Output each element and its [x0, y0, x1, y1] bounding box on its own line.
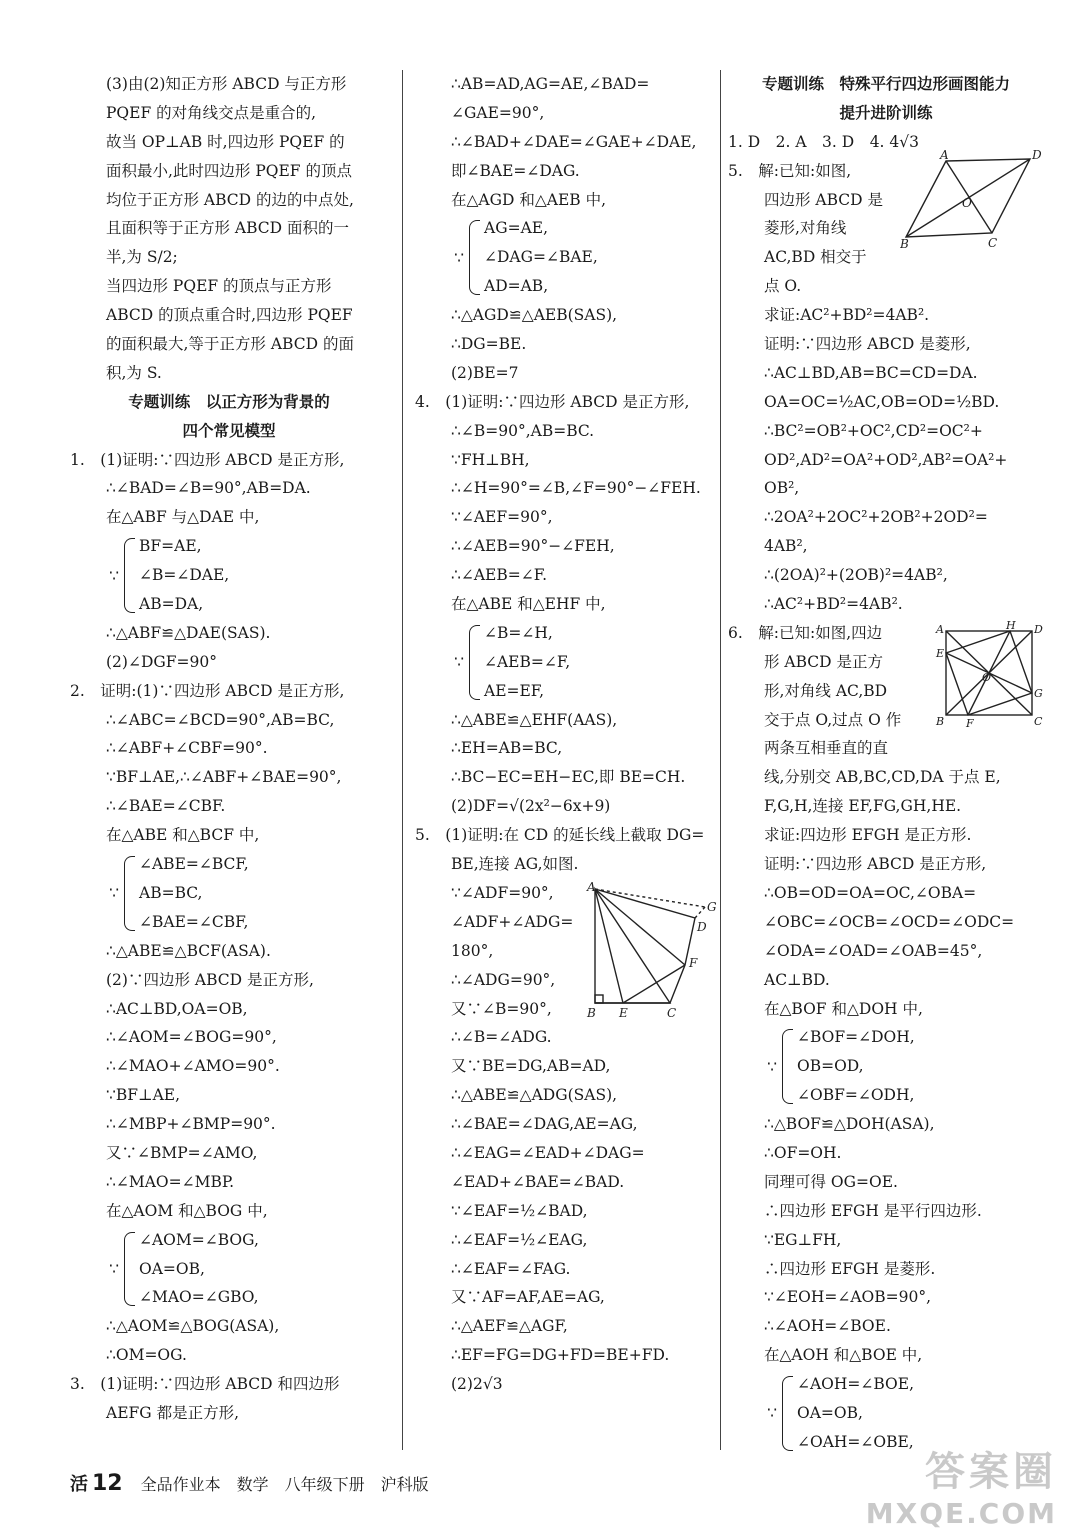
text-line: ∴∠EAF=∠FAG.: [451, 1259, 571, 1278]
brace-system: [70, 850, 388, 937]
text-line: 3. (1)证明:∵四边形 ABCD 和四边形: [70, 1375, 340, 1394]
text-line: ∠ODA=∠OAD=∠OAB=45°,: [764, 941, 983, 960]
watermark: [866, 1440, 1057, 1530]
text-line: ∴△BOF≌△DOH(ASA),: [764, 1115, 935, 1134]
svg-text:D: D: [1032, 148, 1042, 162]
text-line: 又∵∠BMP=∠AMO,: [106, 1143, 258, 1162]
text-line: 在△ABF 与△DAE 中,: [106, 508, 260, 527]
left-brace: [124, 538, 135, 613]
text-line: ∴EF=FG=DG+FD=BE+FD.: [451, 1346, 670, 1365]
svg-text:C: C: [988, 235, 998, 249]
text-line: 5. (1)证明:在 CD 的延长线上截取 DG=: [415, 826, 705, 845]
text-line: ∴OF=OH.: [764, 1143, 842, 1162]
brace-system: [70, 1226, 388, 1313]
text-line: ABCD 的顶点重合时,四边形 PQEF: [106, 306, 353, 325]
text-line: 菱形,对角线: [764, 219, 847, 238]
text-line: ∠AOM=∠BOG,: [139, 1230, 259, 1249]
left-brace: [469, 625, 480, 700]
text-line: ∴OB=OD=OA=OC,∠OBA=: [764, 883, 977, 902]
text-line: ∴AC⊥BD,OA=OB,: [106, 999, 248, 1018]
text-line: 形 ABCD 是正方: [764, 652, 884, 671]
text-line: 求证:四边形 EFGH 是正方形.: [764, 826, 972, 845]
text-line: ∴OM=OG.: [106, 1346, 187, 1365]
text-line: ∴∠EAG=∠EAD+∠DAG=: [451, 1143, 645, 1162]
text-line: 半,为 S/2;: [106, 248, 178, 267]
text-line: ∴∠BAD=∠B=90°,AB=DA.: [106, 479, 311, 498]
section-heading: 提升进阶训练: [839, 103, 933, 122]
text-line: BE,连接 AG,如图.: [451, 855, 579, 874]
text-line: ∠BAE=∠CBF,: [139, 912, 249, 931]
text-line: 即∠BAE=∠DAG.: [451, 161, 580, 180]
text-line: 在△AOH 和△BOE 中,: [764, 1346, 923, 1365]
text-line: (2)BE=7: [451, 363, 519, 382]
text-line: ∠ADF+∠ADG=: [451, 912, 574, 931]
page-footer: [70, 1470, 445, 1496]
because-symbol: ∵: [454, 653, 464, 672]
text-line: 均位于正方形 ABCD 的边的中点处,: [106, 190, 354, 209]
svg-text:B: B: [587, 1005, 596, 1019]
edition: 沪科版: [380, 1475, 429, 1494]
text-line: PQEF 的对角线交点是重合的,: [106, 103, 317, 122]
text-line: OA=OB,: [797, 1403, 863, 1422]
text-line: ∠AEB=∠F,: [484, 652, 571, 671]
column-divider: [720, 70, 721, 1450]
text-line: 1. D 2. A 3. D 4. 4√3: [728, 132, 920, 151]
section-heading: 专题训练 以正方形为背景的: [128, 392, 330, 411]
text-line: ∴∠H=90°=∠B,∠F=90°−∠FEH.: [451, 479, 701, 498]
text-line: ∵∠ADF=90°,: [451, 883, 554, 902]
text-line: ∴∠ABC=∠BCD=90°,AB=BC,: [106, 710, 335, 729]
svg-text:C: C: [667, 1005, 677, 1019]
text-line: (2)∵四边形 ABCD 是正方形,: [106, 970, 314, 989]
col1-paragraph: [70, 70, 388, 388]
left-brace: [124, 856, 135, 931]
text-line: ∠MAO=∠GBO,: [139, 1288, 259, 1307]
text-line: OA=OB,: [139, 1259, 205, 1278]
brace-system: [415, 619, 715, 706]
grade: 八年级下册: [284, 1475, 365, 1494]
svg-text:E: E: [936, 646, 945, 660]
text-line: AEFG 都是正方形,: [106, 1403, 239, 1422]
page-number: 12: [92, 1471, 123, 1496]
svg-text:O: O: [962, 195, 972, 210]
because-symbol: ∵: [767, 1404, 777, 1423]
text-line: 在△ABE 和△BCF 中,: [106, 826, 260, 845]
svg-text:O: O: [982, 670, 992, 684]
text-line: ∵BF⊥AE,∴∠ABF+∠BAE=90°,: [106, 768, 342, 787]
because-symbol: ∵: [109, 566, 119, 585]
svg-text:G: G: [1034, 686, 1043, 700]
svg-text:A: A: [940, 148, 949, 162]
text-line: AC⊥BD.: [764, 970, 830, 989]
text-line: 同理可得 OG=OE.: [764, 1172, 898, 1191]
text-line: AB=DA,: [139, 595, 204, 614]
text-line: 在△AGD 和△AEB 中,: [451, 190, 607, 209]
text-line: ∠EAD+∠BAE=∠BAD.: [451, 1172, 625, 1191]
text-line: ∴四边形 EFGH 是菱形.: [764, 1259, 936, 1278]
text-line: 6. 解:已知:如图,四边: [728, 623, 883, 642]
text-line: ∴(2OA)²+(2OB)²=4AB²,: [764, 566, 948, 585]
svg-text:B: B: [900, 236, 909, 249]
text-line: ∴∠MAO+∠AMO=90°.: [106, 1057, 280, 1076]
text-line: ∠BOF=∠DOH,: [797, 1028, 915, 1047]
text-line: ∴∠AOM=∠BOG=90°,: [106, 1028, 277, 1047]
because-symbol: ∵: [109, 1259, 119, 1278]
text-line: 又∵AF=AF,AE=AG,: [451, 1288, 605, 1307]
text-line: ∠B=∠DAE,: [139, 566, 230, 585]
text-line: OB=OD,: [797, 1057, 864, 1076]
text-line: ∴∠MAO=∠MBP.: [106, 1172, 235, 1191]
text-line: 的面积最大,等于正方形 ABCD 的面: [106, 335, 354, 354]
text-line: AE=EF,: [484, 681, 545, 700]
text-line: AD=AB,: [484, 277, 549, 296]
text-line: 点 O.: [764, 277, 802, 296]
text-line: ∴∠MBP+∠BMP=90°.: [106, 1115, 276, 1134]
text-line: ∵EG⊥FH,: [764, 1230, 842, 1249]
text-line: OB²,: [764, 479, 800, 498]
brace-system: [728, 1023, 1044, 1110]
text-line: 4AB²,: [764, 537, 808, 556]
text-line: ∵FH⊥BH,: [451, 450, 530, 469]
column-divider: [402, 70, 403, 1450]
left-brace: [782, 1029, 793, 1104]
text-line: BF=AE,: [139, 537, 202, 556]
text-line: 5. 解:已知:如图,: [728, 161, 852, 180]
because-symbol: ∵: [109, 884, 119, 903]
text-line: 4. (1)证明:∵四边形 ABCD 是正方形,: [415, 392, 690, 411]
svg-text:E: E: [619, 1005, 628, 1019]
text-line: 形,对角线 AC,BD: [764, 681, 888, 700]
svg-text:G: G: [707, 899, 717, 914]
text-line: 又∵BE=DG,AB=AD,: [451, 1057, 611, 1076]
svg-text:A: A: [936, 622, 944, 636]
text-line: ∴△AGD≌△AEB(SAS),: [451, 306, 618, 325]
text-line: (2)2√3: [451, 1375, 503, 1394]
section-heading: 四个常见模型: [182, 421, 276, 440]
text-line: 在△AOM 和△BOG 中,: [106, 1201, 268, 1220]
text-line: ∠ABE=∠BCF,: [139, 855, 249, 874]
text-line: ∴∠BAE=∠DAG,AE=AG,: [451, 1115, 638, 1134]
text-line: 当四边形 PQEF 的顶点与正方形: [106, 277, 332, 296]
text-line: 四边形 ABCD 是: [764, 190, 884, 209]
text-line: ∴2OA²+2OC²+2OB²+2OD²=: [764, 508, 988, 527]
text-line: ∴∠B=90°,AB=BC.: [451, 421, 595, 440]
svg-text:F: F: [966, 716, 974, 729]
watermark-line: MXQE.COM: [865, 1497, 1057, 1530]
text-line: 求证:AC²+BD²=4AB².: [764, 306, 930, 325]
text-line: AG=AE,: [484, 219, 548, 238]
text-line: 证明:∵四边形 ABCD 是正方形,: [764, 855, 987, 874]
text-line: ∠AOH=∠BOE,: [797, 1375, 915, 1394]
left-brace: [782, 1376, 793, 1451]
text-line: ∴EH=AB=BC,: [451, 739, 563, 758]
svg-text:A: A: [587, 879, 596, 894]
text-line: ∴△ABF≌△DAE(SAS).: [106, 623, 271, 642]
text-line: ∴DG=BE.: [451, 335, 527, 354]
text-line: ∴∠AOH=∠BOE.: [764, 1317, 891, 1336]
text-line: 且面积等于正方形 ABCD 面积的一: [106, 219, 350, 238]
text-line: ∠B=∠H,: [484, 623, 553, 642]
text-line: F,G,H,连接 EF,FG,GH,HE.: [764, 797, 962, 816]
left-brace: [124, 1232, 135, 1307]
square-figure-5: [583, 879, 723, 1019]
text-line: ∴BC²=OB²+OC²,CD²=OC²+: [764, 421, 983, 440]
because-symbol: ∵: [767, 1057, 777, 1076]
text-line: 在△BOF 和△DOH 中,: [764, 999, 923, 1018]
text-line: 面积最小,此时四边形 PQEF 的顶点: [106, 161, 352, 180]
text-line: ∴∠AEB=∠F.: [451, 566, 547, 585]
text-line: ∴AB=AD,AG=AE,∠BAD=: [451, 75, 650, 93]
text-line: ∵∠EOH=∠AOB=90°,: [764, 1288, 932, 1307]
text-line: ∴△AOM≌△BOG(ASA),: [106, 1317, 280, 1336]
text-line: ∴∠EAF=½∠EAG,: [451, 1230, 588, 1249]
subject: 数学: [236, 1475, 269, 1494]
text-line: ∠DAG=∠BAE,: [484, 248, 598, 267]
text-line: ∴BC−EC=EH−EC,即 BE=CH.: [451, 768, 686, 787]
text-line: ∴∠B=∠ADG.: [451, 1028, 552, 1047]
text-line: ∴△ABE≌△ADG(SAS),: [451, 1086, 618, 1105]
text-line: OD²,AD²=OA²+OD²,AB²=OA²+: [764, 450, 1008, 469]
text-line: ∵BF⊥AE,: [106, 1086, 181, 1105]
text-line: ∠OAH=∠OBE,: [797, 1432, 914, 1451]
text-line: ∴∠ADG=90°,: [451, 970, 556, 989]
text-line: ∴四边形 EFGH 是平行四边形.: [764, 1201, 982, 1220]
text-line: ∴AC⊥BD,AB=BC=CD=DA.: [764, 363, 978, 382]
text-line: ∵∠EAF=½∠BAD,: [451, 1201, 588, 1220]
brace-system: [415, 214, 715, 301]
rhombus-figure: [900, 149, 1045, 249]
brace-system: [70, 532, 388, 619]
svg-text:F: F: [689, 955, 698, 970]
text-line: 线,分别交 AB,BC,CD,DA 于点 E,: [764, 768, 1001, 787]
text-line: AC,BD 相交于: [764, 248, 867, 267]
text-line: ∴AC²+BD²=4AB².: [764, 595, 903, 614]
text-line: 证明:∵四边形 ABCD 是菱形,: [764, 335, 971, 354]
text-line: 180°,: [451, 941, 494, 960]
watermark-line: 答案圈: [925, 1449, 1057, 1495]
book-title: 全品作业本: [140, 1475, 221, 1494]
text-line: 交于点 O,过点 O 作: [764, 710, 902, 729]
square-figure-6: [934, 621, 1046, 729]
text-line: 2. 证明:(1)∵四边形 ABCD 是正方形,: [70, 681, 345, 700]
text-line: 两条互相垂直的直: [764, 739, 889, 758]
svg-text:B: B: [936, 714, 945, 728]
text-line: 在△ABE 和△EHF 中,: [451, 595, 606, 614]
because-symbol: ∵: [454, 248, 464, 267]
text-line: ∴∠AEB=90°−∠FEH,: [451, 537, 615, 556]
text-line: ∴∠BAD+∠DAE=∠GAE+∠DAE,: [451, 132, 697, 151]
svg-text:C: C: [1034, 714, 1043, 728]
text-line: (2)DF=√(2x²−6x+9): [451, 797, 611, 816]
footer-label: 活: [70, 1474, 88, 1495]
text-line: 1. (1)证明:∵四边形 ABCD 是正方形,: [70, 450, 345, 469]
text-line: ∴△ABE≌△BCF(ASA).: [106, 941, 271, 960]
text-line: (3)由(2)知正方形 ABCD 与正方形: [106, 75, 347, 93]
column-2: [415, 70, 715, 1399]
text-line: ∴△ABE≌△EHF(AAS),: [451, 710, 618, 729]
column-3: [728, 70, 1044, 1457]
section-heading: 专题训练 特殊平行四边形画图能力: [761, 75, 1010, 93]
text-line: (2)∠DGF=90°: [106, 652, 217, 671]
column-1: [70, 70, 388, 1428]
text-line: ∠GAE=90°,: [451, 103, 545, 122]
text-line: OA=OC=½AC,OB=OD=½BD.: [764, 392, 1000, 411]
left-brace: [469, 220, 480, 295]
text-line: ∴∠BAE=∠CBF.: [106, 797, 226, 816]
svg-text:D: D: [1034, 622, 1043, 636]
svg-text:H: H: [1006, 620, 1016, 632]
text-line: ∠OBF=∠ODH,: [797, 1086, 915, 1105]
text-line: ∴△AEF≌△AGF,: [451, 1317, 568, 1336]
text-line: ∠OBC=∠OCB=∠OCD=∠ODC=: [764, 912, 1015, 931]
text-line: AB=BC,: [139, 883, 203, 902]
text-line: 故当 OP⊥AB 时,四边形 PQEF 的: [106, 132, 345, 151]
text-line: ∴∠ABF+∠CBF=90°.: [106, 739, 268, 758]
text-line: ∵∠AEF=90°,: [451, 508, 553, 527]
svg-text:D: D: [697, 919, 707, 934]
text-line: 又∵∠B=90°,: [451, 999, 552, 1018]
text-line: 积,为 S.: [106, 363, 162, 382]
